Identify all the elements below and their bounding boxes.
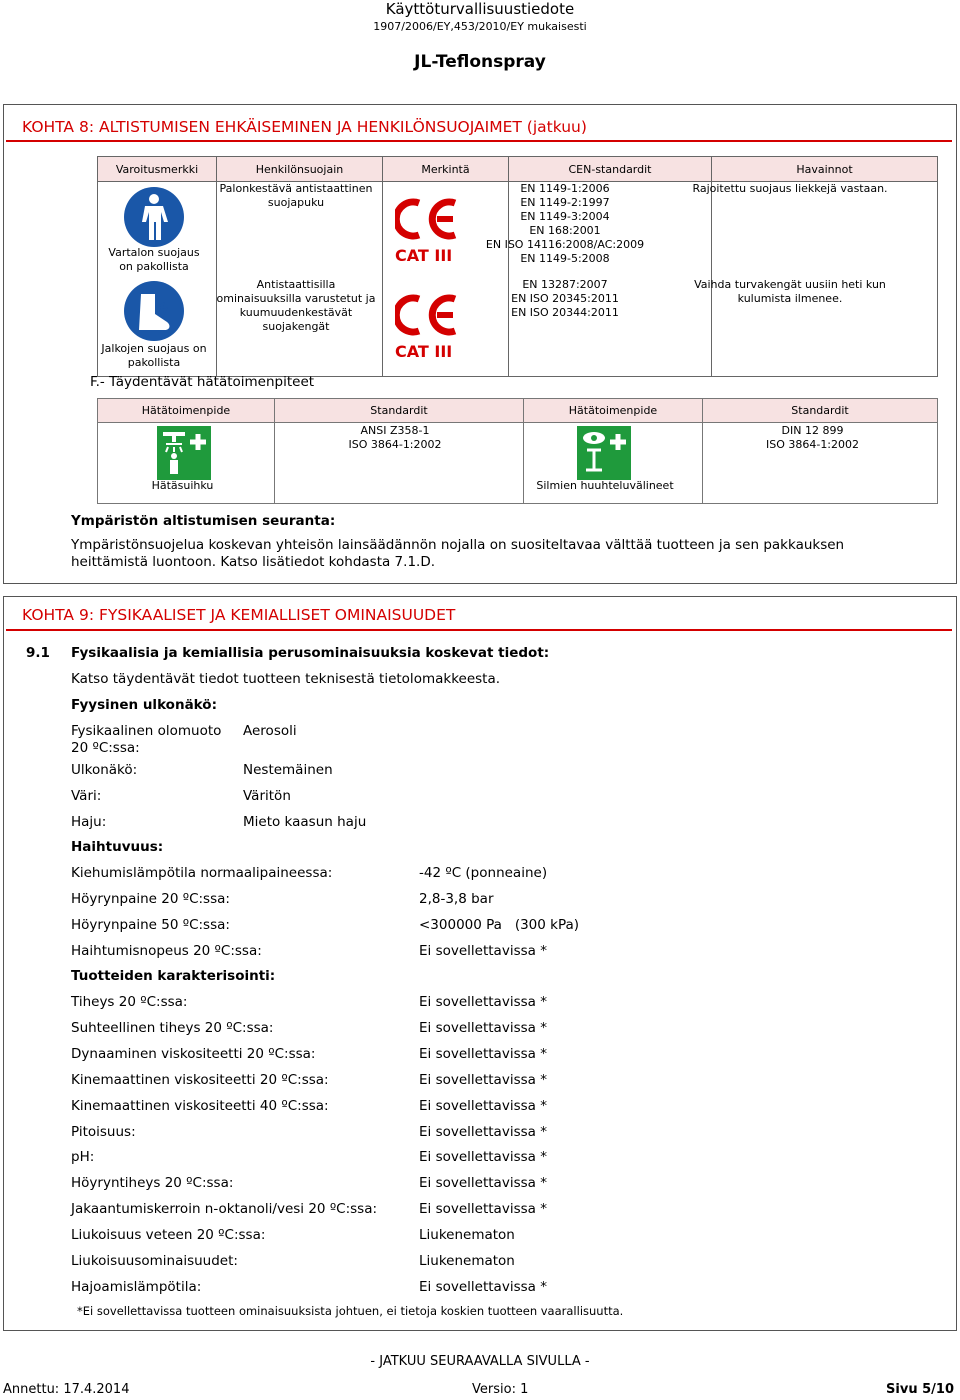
prop-value: Ei sovellettavissa * [419,1175,547,1191]
version: Versio: 1 [472,1382,529,1397]
section-8-divider [6,140,952,142]
prop-value: Ei sovellettavissa * [419,1124,547,1140]
ppe-equipment-feet: Antistaattisilla ominaisuuksilla varustetut ja kuumuudenkestävät suojakengät [216,278,376,333]
prop-value: Liukenematon [419,1253,515,1269]
prop-value: Ei sovellettavissa * [419,1072,547,1088]
emergency-header-measure-2: Hätätoimenpide [524,399,703,423]
prop-value: 2,8-3,8 bar [419,891,494,907]
standard-line: EN ISO 20344:2011 [511,306,619,319]
ce-cat3-mark-2 [395,294,465,361]
standard-line: EN 13287:2007 [522,278,608,291]
ppe-standards-body [470,182,660,266]
prop-label: Kiehumislämpötila normaalipaineessa: [71,865,333,881]
appearance-title: Fyysinen ulkonäkö: [71,697,217,713]
issued-date: Annettu: 17.4.2014 [3,1382,130,1397]
prop-value: -42 ºC (ponneaine) [419,865,548,881]
prop-value: Liukenematon [419,1227,515,1243]
cat-label: CAT III [395,342,453,361]
standard-line: ISO 3864-1:2002 [348,438,442,451]
prop-value: Ei sovellettavissa * [419,994,547,1010]
document-title: Käyttöturvallisuustiedote [385,0,575,18]
ppe-header-marking: Merkintä [383,157,509,182]
foot-protection-icon [123,280,185,342]
prop-label: Liukoisuus veteen 20 ºC:ssa: [71,1227,266,1243]
shower-label: Hätäsuihku [151,479,214,492]
prop-value: Ei sovellettavissa * [419,1201,547,1217]
prop-value: Ei sovellettavissa * [419,1020,547,1036]
prop-label: Dynaaminen viskositeetti 20 ºC:ssa: [71,1046,316,1062]
eye-wash-icon [577,426,631,480]
ppe-sign-label-body: Vartalon suojaus on pakollista [108,246,200,273]
f-section-title: F.- Täydentävät hätätoimenpiteet [90,374,315,390]
ppe-remarks-body: Rajoitettu suojaus liekkejä vastaan. [692,182,888,195]
cat-label: CAT III [395,246,453,265]
prop-label: Väri: [71,788,102,804]
prop-label: Höyrynpaine 20 ºC:ssa: [71,891,230,907]
prop-label: Höyrynpaine 50 ºC:ssa: [71,917,230,933]
intro-text: Katso täydentävät tiedot tuotteen teknisestä tietolomakkeesta. [71,671,501,687]
prop-value: Ei sovellettavissa * [419,943,547,959]
standard-line: EN 1149-3:2004 [520,210,610,223]
volatility-title: Haihtuvuus: [71,839,164,855]
prop-value: Ei sovellettavissa * [419,1046,547,1062]
regulation-reference: 1907/2006/EY,453/2010/EY mukaisesti [373,20,587,33]
eyewash-label: Silmien huuhteluvälineet [536,479,674,492]
ppe-remarks-feet: Vaihda turvakengät uusiin heti kun kulumista ilmenee. [694,278,886,305]
prop-label: Haju: [71,814,107,830]
section-9-title: KOHTA 9: FYSIKAALISET JA KEMIALLISET OMINAISUUDET [22,606,456,624]
prop-label: Kinemaattinen viskositeetti 20 ºC:ssa: [71,1072,329,1088]
standard-line: DIN 12 899 [781,424,844,437]
prop-value: Väritön [243,788,291,804]
emergency-header-standards-1: Standardit [275,399,524,423]
env-title: Ympäristön altistumisen seuranta: [71,513,336,529]
emergency-shower-icon [157,426,211,480]
subsection-title: Fysikaalisia ja kemiallisia perusominaisuuksia koskevat tiedot: [71,645,550,661]
prop-label: Pitoisuus: [71,1124,136,1140]
product-name: JL-Teflonspray [414,52,546,72]
section-8-title: KOHTA 8: ALTISTUMISEN EHKÄISEMINEN JA HENKILÖNSUOJAIMET (jatkuu) [22,118,587,136]
section-9-divider [6,629,952,631]
ce-cat3-mark-1 [395,198,465,265]
standard-line: EN 1149-2:1997 [520,196,610,209]
body-protection-icon [123,186,185,248]
subsection-number: 9.1 [26,645,50,661]
standard-line: EN 168:2001 [529,224,601,237]
prop-label: Kinemaattinen viskositeetti 40 ºC:ssa: [71,1098,329,1114]
ppe-header-sign: Varoitusmerkki [98,157,217,182]
emergency-header-standards-2: Standardit [703,399,938,423]
prop-label: Fysikaalinen olomuoto 20 ºC:ssa: [71,723,222,756]
prop-label: Suhteellinen tiheys 20 ºC:ssa: [71,1020,274,1036]
prop-value: Ei sovellettavissa * [419,1279,547,1295]
prop-label: Tiheys 20 ºC:ssa: [71,994,188,1010]
prop-value: Ei sovellettavissa * [419,1098,547,1114]
characterization-title: Tuotteiden karakterisointi: [71,968,276,984]
standard-line: ANSI Z358-1 [360,424,430,437]
ppe-header-standards: CEN-standardit [509,157,712,182]
eyewash-standards [755,424,870,452]
ppe-standards-feet [470,278,660,320]
prop-value: Aerosoli [243,723,297,739]
emergency-header-measure-1: Hätätoimenpide [98,399,275,423]
prop-value: Nestemäinen [243,762,333,778]
shower-standards [330,424,460,452]
ppe-header-remarks: Havainnot [712,157,938,182]
prop-label: Hajoamislämpötila: [71,1279,202,1295]
standard-line: EN ISO 14116:2008/AC:2009 [485,238,645,251]
prop-label: Höyryntiheys 20 ºC:ssa: [71,1175,234,1191]
prop-label: Liukoisuusominaisuudet: [71,1253,238,1269]
prop-label: Jakaantumiskerroin n-oktanoli/vesi 20 ºC:ssa: [71,1201,378,1217]
prop-value: Mieto kaasun haju [243,814,367,830]
standard-line: ISO 3864-1:2002 [765,438,860,451]
continued-notice: - JATKUU SEURAAVALLA SIVULLA - [370,1354,590,1369]
prop-label: Ulkonäkö: [71,762,138,778]
footnote: *Ei sovellettavissa tuotteen ominaisuuksista johtuen, ei tietoja koskien tuotteen vaarallisuutta. [77,1304,624,1318]
standard-line: EN ISO 20345:2011 [511,292,619,305]
ce-mark-icon [395,294,461,336]
prop-value: Ei sovellettavissa * [419,1149,547,1165]
ppe-header-equipment: Henkilönsuojain [217,157,383,182]
ppe-sign-label-feet: Jalkojen suojaus on pakollista [101,342,207,369]
prop-label: Haihtumisnopeus 20 ºC:ssa: [71,943,262,959]
standard-line: EN 1149-1:2006 [520,182,610,195]
prop-label: pH: [71,1149,95,1165]
ppe-equipment-body: Palonkestävä antistaattinen suojapuku [219,182,373,209]
prop-value: <300000 Pa (300 kPa) [419,917,580,933]
standard-line: EN 1149-5:2008 [520,252,610,265]
env-text: Ympäristönsuojelua koskevan yhteisön lainsäädännön nojalla on suositeltavaa välttää tuotteen ja sen pakkauksen heittämistä luontoon. Katso lisätiedot kohdasta 7.1.D. [71,537,845,570]
page-number: Sivu 5/10 [886,1382,954,1397]
ce-mark-icon [395,198,461,240]
